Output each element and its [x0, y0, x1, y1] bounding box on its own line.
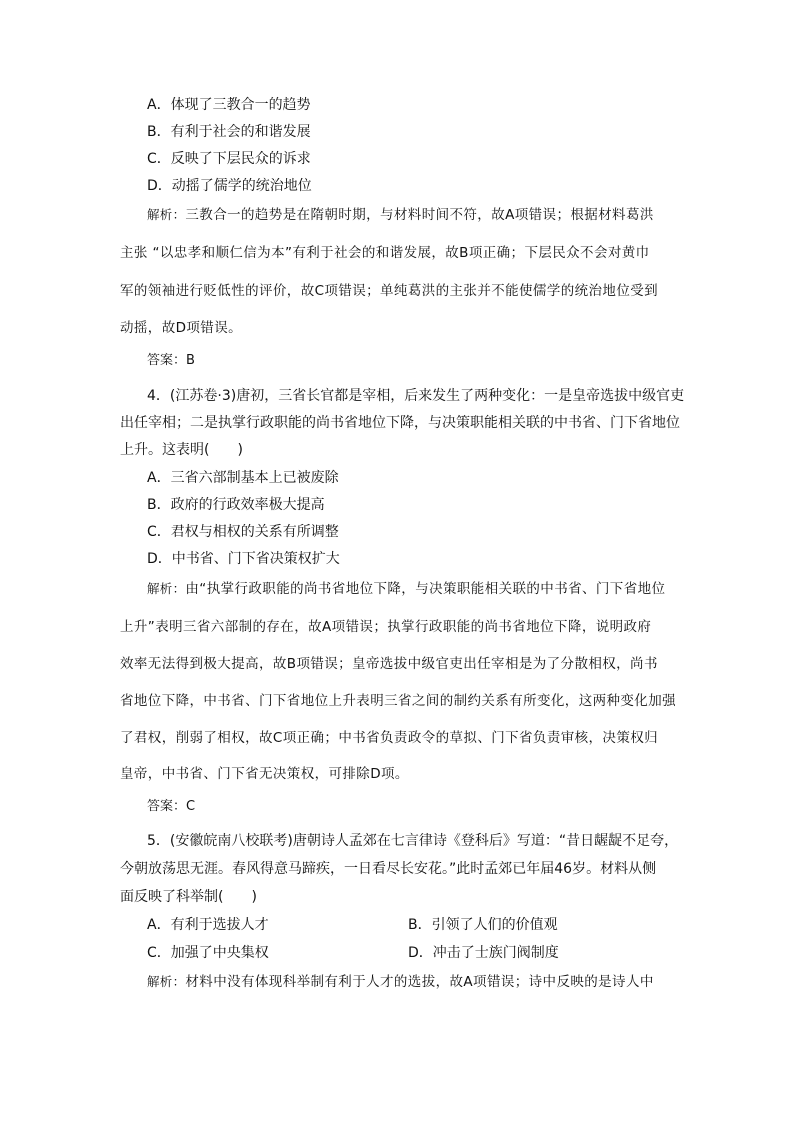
q5-option-d: D．冲击了士族门阀制度 [408, 945, 559, 961]
q4-option-a: A．三省六部制基本上已被废除 [147, 470, 339, 486]
q3-option-a: A．体现了三教合一的趋势 [147, 97, 311, 113]
q5-analysis-line-1: 解析：材料中没有体现科举制有利于人才的选拔，故A项错误；诗中反映的是诗人中 [147, 974, 654, 990]
q3-option-c: C．反映了下层民众的诉求 [147, 151, 311, 167]
q4-option-d: D．中书省、门下省决策权扩大 [147, 551, 340, 567]
analysis-label: 解析： [147, 581, 186, 596]
q5-stem-line-1: 5．(安徽皖南八校联考)唐朝诗人孟郊在七言律诗《登科后》写道：“昔日龌龊不足夸， [147, 833, 679, 849]
answer-label: 答案： [147, 353, 187, 368]
q4-stem-line-3: 上升。这表明( ) [120, 442, 243, 458]
q3-analysis-line-4: 动摇，故D项错误。 [120, 320, 242, 336]
q3-analysis-line-1: 解析：三教合一的趋势是在隋朝时期，与材料时间不符，故A项错误；根据材料葛洪 [147, 207, 654, 223]
answer-value: B [186, 353, 195, 368]
q4-stem-line-2: 出任宰相；二是执掌行政职能的尚书省地位下降，与决策职能相关联的中书省、门下省地位 [120, 415, 680, 431]
q5-stem-line-3: 面反映了科举制( ) [120, 889, 257, 905]
q4-analysis-line-4: 省地位下降，中书省、门下省地位上升表明三省之间的制约关系有所变化，这两种变化加强 [120, 693, 676, 709]
q5-option-a: A．有利于选拔人才 [147, 917, 269, 933]
q4-analysis-line-6: 皇帝，中书省、门下省无决策权，可排除D项。 [120, 766, 409, 782]
q3-analysis-line-3: 军的领袖进行贬低性的评价，故C项错误；单纯葛洪的主张并不能使儒学的统治地位受到 [120, 283, 659, 299]
q4-analysis-line-3: 效率无法得到极大提高，故B项错误；皇帝选拔中级官吏出任宰相是为了分散相权，尚书 [120, 656, 658, 672]
answer-value: C [186, 799, 196, 814]
q4-analysis-line-2: 上升”表明三省六部制的存在，故A项错误；执掌行政职能的尚书省地位下降，说明政府 [120, 619, 652, 635]
q3-option-b: B．有利于社会的和谐发展 [147, 124, 311, 140]
q3-answer [147, 351, 195, 371]
q4-answer [147, 797, 195, 817]
q5-stem-line-2: 今朝放荡思无涯。春风得意马蹄疾，一日看尽长安花。”此时孟郊已年届46岁。材料从侧 [120, 861, 657, 877]
q5-option-b: B．引领了人们的价值观 [408, 917, 558, 933]
q4-option-c: C．君权与相权的关系有所调整 [147, 524, 339, 540]
q4-option-b: B．政府的行政效率极大提高 [147, 497, 325, 513]
q4-analysis-line-5: 了君权，削弱了相权，故C项正确；中书省负责政令的草拟、门下省负责审核，决策权归 [120, 730, 659, 746]
q4-analysis-line-1: 解析：由“执掌行政职能的尚书省地位下降，与决策职能相关联的中书省、门下省地位 [147, 581, 666, 597]
answer-label: 答案： [147, 799, 187, 814]
analysis-label: 解析： [147, 207, 186, 222]
q5-option-c: C．加强了中央集权 [147, 945, 269, 961]
analysis-label: 解析： [147, 974, 186, 989]
q3-analysis-line-2: 主张 “以忠孝和顺仁信为本”有利于社会的和谐发展，故B项正确；下层民众不会对黄巾 [120, 245, 650, 261]
q4-stem-line-1: 4．(江苏卷·3)唐初，三省长官都是宰相，后来发生了两种变化：一是皇帝选拔中级官吏 [147, 388, 685, 404]
q3-option-d: D．动摇了儒学的统治地位 [147, 178, 312, 194]
